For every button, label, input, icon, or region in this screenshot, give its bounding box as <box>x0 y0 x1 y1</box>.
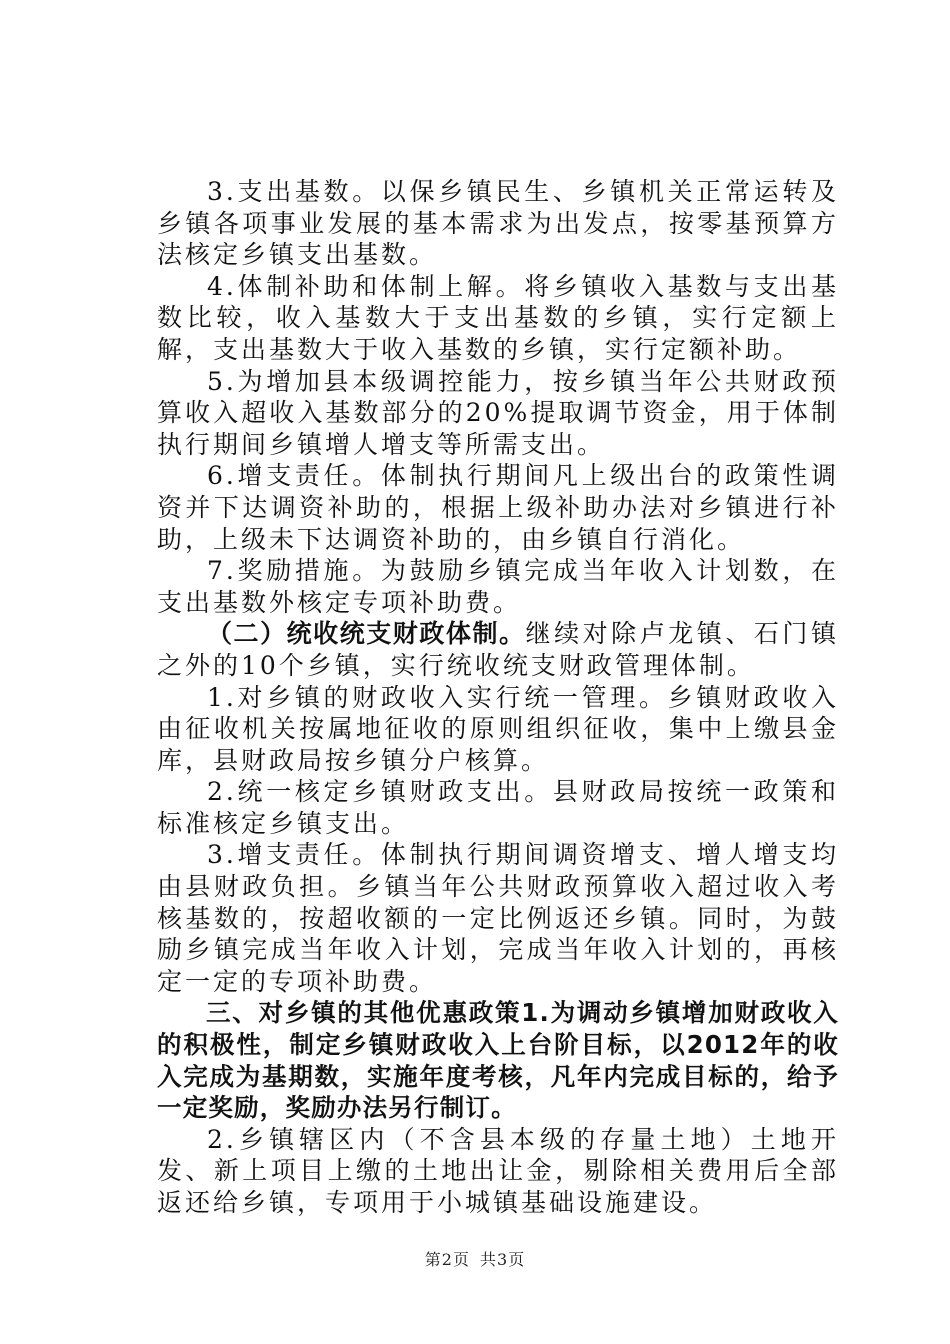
section-body: 继续对除卢龙镇、石门镇之外的10个乡镇，实行统收统支财政管理体制。 <box>157 619 839 680</box>
paragraph-reward-measures: 7.奖励措施。为鼓励乡镇完成当年收入计划数，在支出基数外核定专项补助费。 <box>157 556 839 617</box>
page-footer <box>0 1247 950 1270</box>
paragraph-expenditure-base: 3.支出基数。以保乡镇民生、乡镇机关正常运转及乡镇各项事业发展的基本需求为出发点，按零基预算方法核定乡镇支出基数。 <box>157 177 839 270</box>
paragraph-system-subsidy: 4.体制补助和体制上解。将乡镇收入基数与支出基数比较，收入基数大于支出基数的乡镇，实行定额上解，支出基数大于收入基数的乡镇，实行定额补助。 <box>157 271 839 364</box>
page-number: 第2页 <box>424 1250 470 1269</box>
paragraph-spending-responsibility: 6.增支责任。体制执行期间凡上级出台的政策性调资并下达调资补助的，根据上级补助办法对乡镇进行补助，上级未下达调资补助的，由乡镇自行消化。 <box>157 461 839 554</box>
paragraph-regulation-fund: 5.为增加县本级调控能力，按乡镇当年公共财政预算收入超收入基数部分的20%提取调节资金，用于体制执行期间乡镇增人增支等所需支出。 <box>157 366 839 459</box>
paragraph-spending-responsibility-2: 3.增支责任。体制执行期间调资增支、增人增支均由县财政负担。乡镇当年公共财政预算收入超过收入考核基数的，按超收额的一定比例返还乡镇。同时，为鼓励乡镇完成当年收入计划，完成当年收入计划的，再核定一定的专项补助费。 <box>157 840 839 996</box>
document-body <box>157 176 839 1219</box>
page-total: 共3页 <box>480 1250 526 1269</box>
paragraph-unified-revenue: 1.对乡镇的财政收入实行统一管理。乡镇财政收入由征收机关按属地征收的原则组织征收，集中上缴县金库，县财政局按乡镇分户核算。 <box>157 682 839 775</box>
section-other-preferential-policies: 三、对乡镇的其他优惠政策1.为调动乡镇增加财政收入的积极性，制定乡镇财政收入上台阶目标，以2012年的收入完成为基期数，实施年度考核，凡年内完成目标的，给予一定奖励，奖励办法另行制订。 <box>157 998 839 1123</box>
section-unified-fiscal-system <box>157 618 839 681</box>
paragraph-unified-expenditure: 2.统一核定乡镇财政支出。县财政局按统一政策和标准核定乡镇支出。 <box>157 777 839 838</box>
section-heading: （二）统收统支财政体制。 <box>207 619 526 649</box>
paragraph-land-transfer-fees: 2.乡镇辖区内（不含县本级的存量土地）土地开发、新上项目上缴的土地出让金，剔除相关费用后全部返还给乡镇，专项用于小城镇基础设施建设。 <box>157 1124 839 1217</box>
